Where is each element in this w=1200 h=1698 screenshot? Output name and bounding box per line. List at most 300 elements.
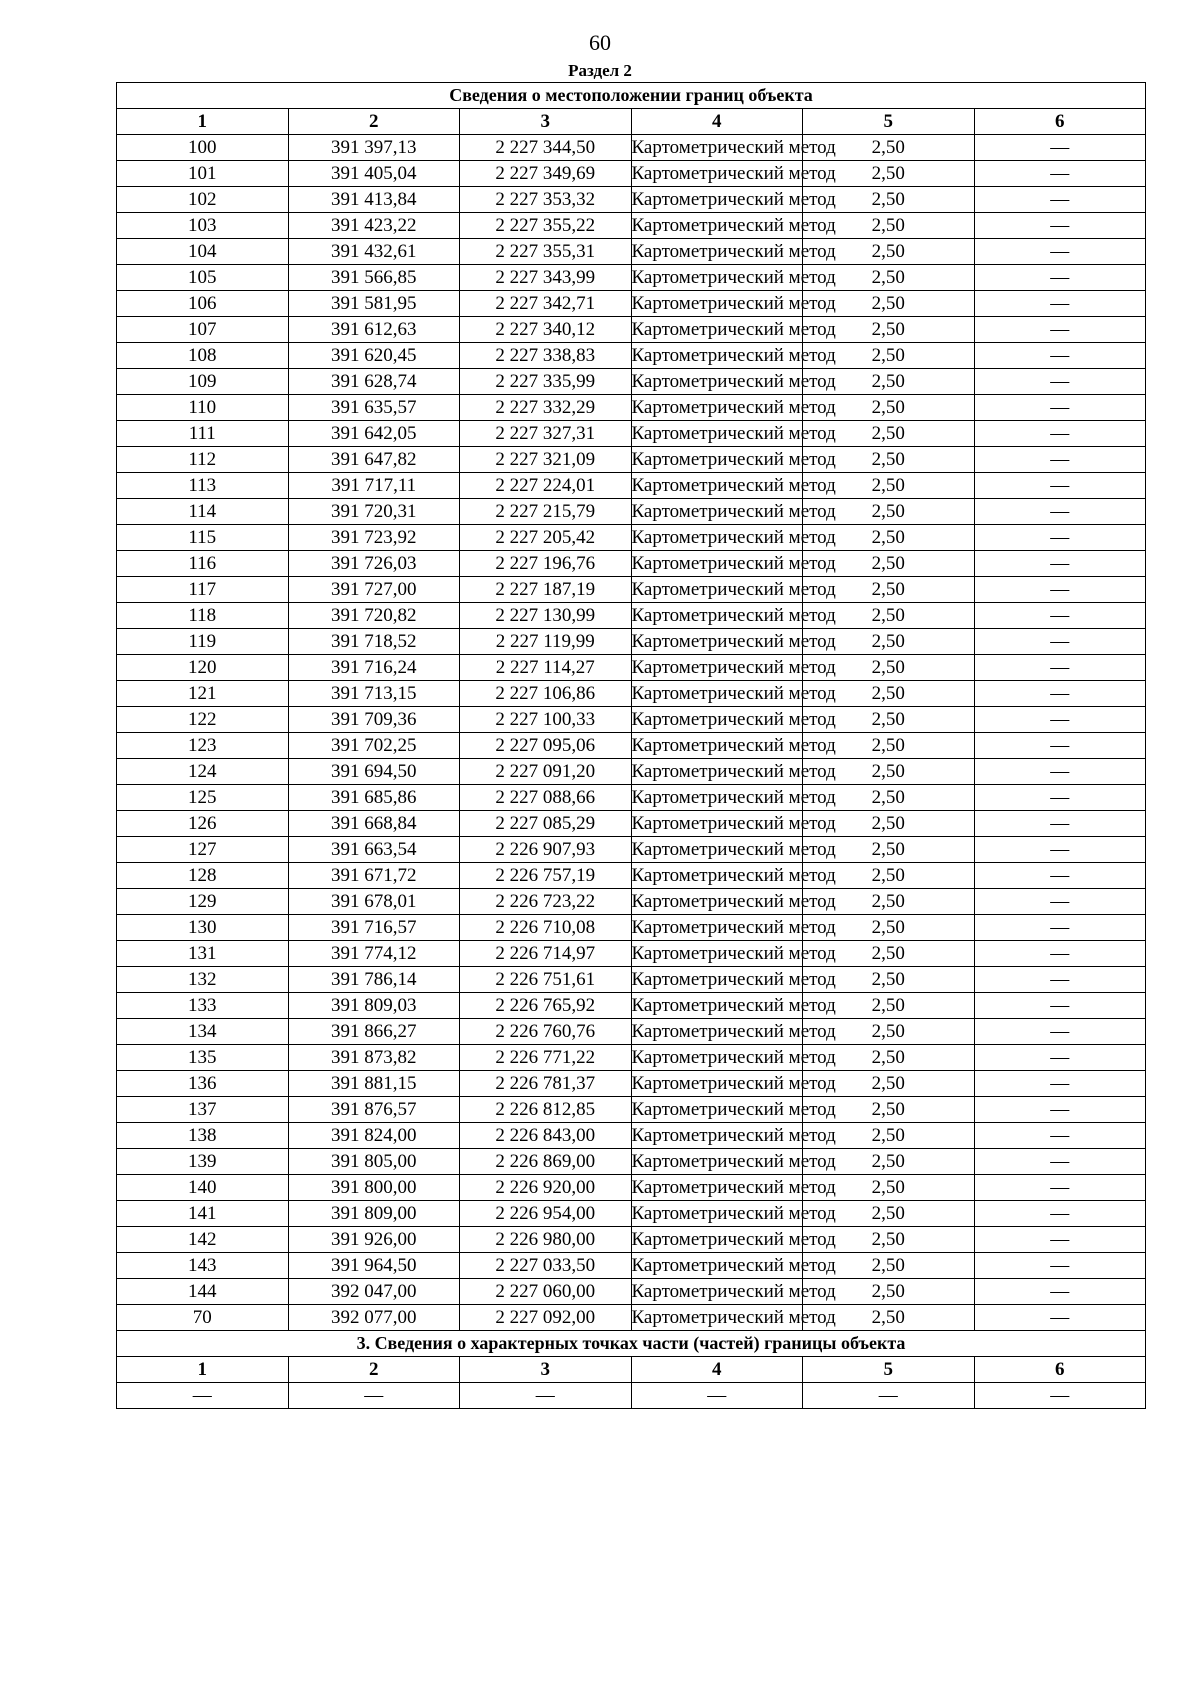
accuracy-cell: 2,50 [803, 135, 975, 161]
table-title: Сведения о местоположении границ объекта [117, 83, 1146, 109]
description-cell: — [974, 421, 1146, 447]
point-number-cell: 119 [117, 629, 289, 655]
coordinate-y-cell: 2 226 710,08 [460, 915, 632, 941]
description-cell: — [974, 1019, 1146, 1045]
coordinate-y-cell: 2 227 205,42 [460, 525, 632, 551]
coordinate-y-cell: 2 227 033,50 [460, 1253, 632, 1279]
table-row [117, 707, 1146, 733]
accuracy-cell: 2,50 [803, 863, 975, 889]
description-cell: — [974, 603, 1146, 629]
coordinate-y-cell: 2 227 327,31 [460, 421, 632, 447]
section3-table-row [117, 1383, 1146, 1409]
coordinate-y-cell: 2 226 714,97 [460, 941, 632, 967]
description-cell: — [974, 317, 1146, 343]
table-row [117, 265, 1146, 291]
accuracy-cell: 2,50 [803, 941, 975, 967]
table-row [117, 239, 1146, 265]
coordinate-x-cell: 391 824,00 [288, 1123, 460, 1149]
coordinate-x-cell: 391 866,27 [288, 1019, 460, 1045]
point-number-cell: 126 [117, 811, 289, 837]
column-header: 1 [117, 1357, 289, 1383]
accuracy-cell: 2,50 [803, 785, 975, 811]
description-cell: — [974, 941, 1146, 967]
point-number-cell: 112 [117, 447, 289, 473]
table-row [117, 603, 1146, 629]
coordinate-x-cell: 391 581,95 [288, 291, 460, 317]
coordinate-y-cell: 2 227 106,86 [460, 681, 632, 707]
coordinate-y-cell: 2 227 187,19 [460, 577, 632, 603]
method-cell: Картометрический метод [631, 1305, 803, 1331]
coordinate-x-cell: 391 663,54 [288, 837, 460, 863]
table-row [117, 1305, 1146, 1331]
accuracy-cell: 2,50 [803, 499, 975, 525]
description-cell: — [974, 733, 1146, 759]
description-cell: — [974, 1227, 1146, 1253]
method-cell: Картометрический метод [631, 421, 803, 447]
point-number-cell: 131 [117, 941, 289, 967]
column-header: 4 [631, 109, 803, 135]
point-number-cell: 129 [117, 889, 289, 915]
coordinate-x-cell: 391 642,05 [288, 421, 460, 447]
column-header: 6 [974, 109, 1146, 135]
method-cell: Картометрический метод [631, 161, 803, 187]
column-header: 2 [288, 1357, 460, 1383]
point-number-cell: 102 [117, 187, 289, 213]
table-row [117, 1201, 1146, 1227]
point-number-cell: 109 [117, 369, 289, 395]
accuracy-cell: 2,50 [803, 1071, 975, 1097]
accuracy-cell: 2,50 [803, 1227, 975, 1253]
point-number-cell: 104 [117, 239, 289, 265]
accuracy-cell: 2,50 [803, 265, 975, 291]
accuracy-cell: 2,50 [803, 577, 975, 603]
description-cell: — [974, 863, 1146, 889]
point-number-cell: 127 [117, 837, 289, 863]
table-row [117, 733, 1146, 759]
method-cell: Картометрический метод [631, 759, 803, 785]
coordinate-y-cell: 2 227 215,79 [460, 499, 632, 525]
column-header: 5 [803, 1357, 975, 1383]
description-cell: — [974, 811, 1146, 837]
accuracy-cell: 2,50 [803, 1019, 975, 1045]
point-number-cell: 134 [117, 1019, 289, 1045]
accuracy-cell: 2,50 [803, 395, 975, 421]
coordinate-y-cell: 2 226 757,19 [460, 863, 632, 889]
table-row [117, 1149, 1146, 1175]
table-row [117, 889, 1146, 915]
accuracy-cell: 2,50 [803, 473, 975, 499]
method-cell: Картометрический метод [631, 811, 803, 837]
column-header-row [117, 109, 1146, 135]
method-cell: Картометрический метод [631, 473, 803, 499]
point-number-cell: 144 [117, 1279, 289, 1305]
table-row [117, 837, 1146, 863]
method-cell: Картометрический метод [631, 1045, 803, 1071]
table-row [117, 421, 1146, 447]
description-cell: — [974, 993, 1146, 1019]
description-cell: — [974, 1071, 1146, 1097]
coordinate-x-cell: 391 405,04 [288, 161, 460, 187]
table-row [117, 759, 1146, 785]
method-cell: Картометрический метод [631, 551, 803, 577]
point-number-cell: 120 [117, 655, 289, 681]
table-row [117, 1227, 1146, 1253]
point-number-cell: 136 [117, 1071, 289, 1097]
coordinate-x-cell: 392 047,00 [288, 1279, 460, 1305]
coordinate-x-cell: 391 876,57 [288, 1097, 460, 1123]
point-number-cell: 108 [117, 343, 289, 369]
coordinate-y-cell: 2 227 343,99 [460, 265, 632, 291]
description-cell: — [974, 187, 1146, 213]
coordinate-y-cell: 2 227 095,06 [460, 733, 632, 759]
accuracy-cell: 2,50 [803, 161, 975, 187]
table-row [117, 135, 1146, 161]
coordinate-y-cell: 2 226 812,85 [460, 1097, 632, 1123]
table-row [117, 473, 1146, 499]
coordinate-y-cell: 2 227 332,29 [460, 395, 632, 421]
coordinate-x-cell: 391 397,13 [288, 135, 460, 161]
table-title-row [117, 83, 1146, 109]
coordinate-x-cell: 391 612,63 [288, 317, 460, 343]
method-cell: Картометрический метод [631, 525, 803, 551]
method-cell: Картометрический метод [631, 1071, 803, 1097]
point-number-cell: 106 [117, 291, 289, 317]
table-row [117, 525, 1146, 551]
coordinate-y-cell: 2 227 130,99 [460, 603, 632, 629]
coordinate-x-cell: 391 805,00 [288, 1149, 460, 1175]
method-cell: Картометрический метод [631, 1253, 803, 1279]
point-number-cell: 133 [117, 993, 289, 1019]
table-row [117, 499, 1146, 525]
accuracy-cell: 2,50 [803, 447, 975, 473]
section3-title: 3. Сведения о характерных точках части (частей) границы объекта [117, 1331, 1146, 1357]
point-number-cell: 124 [117, 759, 289, 785]
table-row [117, 655, 1146, 681]
accuracy-cell: 2,50 [803, 343, 975, 369]
accuracy-cell: 2,50 [803, 213, 975, 239]
accuracy-cell: 2,50 [803, 239, 975, 265]
column-header: 6 [974, 1357, 1146, 1383]
method-cell: Картометрический метод [631, 1201, 803, 1227]
accuracy-cell: 2,50 [803, 1097, 975, 1123]
description-cell: — [974, 577, 1146, 603]
coordinate-y-cell: 2 226 781,37 [460, 1071, 632, 1097]
accuracy-cell: 2,50 [803, 551, 975, 577]
point-number-cell: 116 [117, 551, 289, 577]
description-cell: — [974, 135, 1146, 161]
coordinate-y-cell: 2 227 091,20 [460, 759, 632, 785]
coordinate-x-cell: 391 726,03 [288, 551, 460, 577]
coordinate-x-cell: 391 432,61 [288, 239, 460, 265]
point-number-cell: 111 [117, 421, 289, 447]
point-number-cell: 103 [117, 213, 289, 239]
column-header: 4 [631, 1357, 803, 1383]
description-cell: — [974, 889, 1146, 915]
method-cell: Картометрический метод [631, 707, 803, 733]
method-cell: Картометрический метод [631, 239, 803, 265]
coordinate-y-cell: 2 226 765,92 [460, 993, 632, 1019]
method-cell: Картометрический метод [631, 499, 803, 525]
point-number-cell: 141 [117, 1201, 289, 1227]
accuracy-cell: 2,50 [803, 681, 975, 707]
point-number-cell: 105 [117, 265, 289, 291]
table-row [117, 993, 1146, 1019]
accuracy-cell: 2,50 [803, 629, 975, 655]
coordinate-y-cell: 2 226 869,00 [460, 1149, 632, 1175]
table-row [117, 1071, 1146, 1097]
coordinate-y-cell: 2 226 907,93 [460, 837, 632, 863]
method-cell: Картометрический метод [631, 1279, 803, 1305]
point-number-cell: 114 [117, 499, 289, 525]
table-row [117, 967, 1146, 993]
point-number-cell: 101 [117, 161, 289, 187]
description-cell: — [974, 1149, 1146, 1175]
point-number-cell: 135 [117, 1045, 289, 1071]
coordinate-y-cell: 2 227 340,12 [460, 317, 632, 343]
table-row [117, 1175, 1146, 1201]
point-number-cell: 117 [117, 577, 289, 603]
table-row [117, 395, 1146, 421]
method-cell: Картометрический метод [631, 317, 803, 343]
point-number-cell: 142 [117, 1227, 289, 1253]
method-cell: Картометрический метод [631, 291, 803, 317]
method-cell: Картометрический метод [631, 447, 803, 473]
coordinate-x-cell: 391 727,00 [288, 577, 460, 603]
coordinate-y-cell: 2 227 100,33 [460, 707, 632, 733]
accuracy-cell: 2,50 [803, 967, 975, 993]
accuracy-cell: 2,50 [803, 291, 975, 317]
column-header: 5 [803, 109, 975, 135]
column-header: 3 [460, 109, 632, 135]
coordinate-x-cell: 391 964,50 [288, 1253, 460, 1279]
accuracy-cell: 2,50 [803, 1149, 975, 1175]
boundary-coordinates-table [116, 82, 1146, 1409]
description-cell: — [974, 369, 1146, 395]
method-cell: Картометрический метод [631, 343, 803, 369]
point-number-cell: 100 [117, 135, 289, 161]
method-cell: Картометрический метод [631, 187, 803, 213]
coordinate-y-cell: 2 226 771,22 [460, 1045, 632, 1071]
table-row [117, 629, 1146, 655]
table-row [117, 187, 1146, 213]
coordinate-x-cell: 391 718,52 [288, 629, 460, 655]
accuracy-cell: 2,50 [803, 1279, 975, 1305]
method-cell: Картометрический метод [631, 733, 803, 759]
method-cell: Картометрический метод [631, 213, 803, 239]
point-number-cell: 110 [117, 395, 289, 421]
coordinate-y-cell: 2 226 920,00 [460, 1175, 632, 1201]
point-number-cell: 122 [117, 707, 289, 733]
coordinate-y-cell: 2 227 335,99 [460, 369, 632, 395]
description-cell: — [974, 629, 1146, 655]
column-header: 2 [288, 109, 460, 135]
coordinate-x-cell: 391 800,00 [288, 1175, 460, 1201]
table-row [117, 811, 1146, 837]
accuracy-cell: 2,50 [803, 993, 975, 1019]
point-number-cell: 70 [117, 1305, 289, 1331]
description-cell: — [974, 1175, 1146, 1201]
coordinate-y-cell: 2 227 060,00 [460, 1279, 632, 1305]
accuracy-cell: 2,50 [803, 1253, 975, 1279]
point-number-cell: 121 [117, 681, 289, 707]
accuracy-cell: 2,50 [803, 915, 975, 941]
coordinate-x-cell: 391 709,36 [288, 707, 460, 733]
table-row [117, 1097, 1146, 1123]
coordinate-y-cell: 2 227 119,99 [460, 629, 632, 655]
point-number-cell: — [117, 1383, 289, 1409]
point-number-cell: 113 [117, 473, 289, 499]
table-row [117, 291, 1146, 317]
coordinate-y-cell: 2 227 349,69 [460, 161, 632, 187]
description-cell: — [974, 1279, 1146, 1305]
description-cell: — [974, 967, 1146, 993]
description-cell: — [974, 291, 1146, 317]
coordinate-x-cell: 391 926,00 [288, 1227, 460, 1253]
section3-title-row [117, 1331, 1146, 1357]
coordinate-y-cell: 2 226 954,00 [460, 1201, 632, 1227]
table-row [117, 1123, 1146, 1149]
method-cell: Картометрический метод [631, 1097, 803, 1123]
table-row [117, 447, 1146, 473]
accuracy-cell: 2,50 [803, 187, 975, 213]
accuracy-cell: 2,50 [803, 1045, 975, 1071]
description-cell: — [974, 239, 1146, 265]
point-number-cell: 140 [117, 1175, 289, 1201]
accuracy-cell: 2,50 [803, 1123, 975, 1149]
point-number-cell: 107 [117, 317, 289, 343]
accuracy-cell: 2,50 [803, 317, 975, 343]
accuracy-cell: 2,50 [803, 421, 975, 447]
method-cell: Картометрический метод [631, 655, 803, 681]
table-row [117, 577, 1146, 603]
coordinate-y-cell: 2 227 321,09 [460, 447, 632, 473]
accuracy-cell: 2,50 [803, 733, 975, 759]
coordinate-x-cell: 391 873,82 [288, 1045, 460, 1071]
method-cell: Картометрический метод [631, 681, 803, 707]
method-cell: Картометрический метод [631, 889, 803, 915]
table-row [117, 369, 1146, 395]
coordinate-x-cell: — [288, 1383, 460, 1409]
table-row [117, 941, 1146, 967]
description-cell: — [974, 759, 1146, 785]
description-cell: — [974, 1123, 1146, 1149]
coordinate-x-cell: 391 702,25 [288, 733, 460, 759]
table-row [117, 1019, 1146, 1045]
coordinate-x-cell: 391 678,01 [288, 889, 460, 915]
coordinate-x-cell: 391 881,15 [288, 1071, 460, 1097]
accuracy-cell: 2,50 [803, 369, 975, 395]
point-number-cell: 130 [117, 915, 289, 941]
description-cell: — [974, 1305, 1146, 1331]
coordinate-y-cell: 2 227 355,31 [460, 239, 632, 265]
coordinate-y-cell: 2 226 723,22 [460, 889, 632, 915]
description-cell: — [974, 395, 1146, 421]
table-row [117, 1279, 1146, 1305]
table-row [117, 343, 1146, 369]
method-cell: Картометрический метод [631, 395, 803, 421]
coordinate-x-cell: 391 671,72 [288, 863, 460, 889]
description-cell: — [974, 447, 1146, 473]
coordinate-y-cell: 2 226 980,00 [460, 1227, 632, 1253]
coordinate-x-cell: 391 717,11 [288, 473, 460, 499]
coordinate-y-cell: 2 227 224,01 [460, 473, 632, 499]
coordinate-x-cell: 391 413,84 [288, 187, 460, 213]
table-row [117, 785, 1146, 811]
accuracy-cell: 2,50 [803, 1305, 975, 1331]
coordinate-x-cell: 391 809,03 [288, 993, 460, 1019]
method-cell: Картометрический метод [631, 941, 803, 967]
method-cell: Картометрический метод [631, 603, 803, 629]
method-cell: Картометрический метод [631, 915, 803, 941]
coordinate-y-cell: — [460, 1383, 632, 1409]
description-cell: — [974, 551, 1146, 577]
coordinate-x-cell: 391 685,86 [288, 785, 460, 811]
description-cell: — [974, 499, 1146, 525]
method-cell: Картометрический метод [631, 1175, 803, 1201]
method-cell: Картометрический метод [631, 1123, 803, 1149]
coordinate-x-cell: 391 668,84 [288, 811, 460, 837]
table-row [117, 1045, 1146, 1071]
coordinate-x-cell: 391 720,82 [288, 603, 460, 629]
accuracy-cell: 2,50 [803, 1201, 975, 1227]
point-number-cell: 125 [117, 785, 289, 811]
coordinate-x-cell: 391 716,57 [288, 915, 460, 941]
description-cell: — [974, 473, 1146, 499]
method-cell: Картометрический метод [631, 837, 803, 863]
coordinate-x-cell: 391 723,92 [288, 525, 460, 551]
description-cell: — [974, 343, 1146, 369]
method-cell: Картометрический метод [631, 1149, 803, 1175]
description-cell: — [974, 681, 1146, 707]
description-cell: — [974, 161, 1146, 187]
table-body [117, 83, 1146, 1409]
description-cell: — [974, 837, 1146, 863]
coordinate-x-cell: 391 635,57 [288, 395, 460, 421]
method-cell: Картометрический метод [631, 369, 803, 395]
description-cell: — [974, 915, 1146, 941]
point-number-cell: 138 [117, 1123, 289, 1149]
point-number-cell: 137 [117, 1097, 289, 1123]
accuracy-cell: 2,50 [803, 811, 975, 837]
method-cell: Картометрический метод [631, 135, 803, 161]
coordinate-x-cell: 391 694,50 [288, 759, 460, 785]
coordinate-y-cell: 2 226 751,61 [460, 967, 632, 993]
description-cell: — [974, 265, 1146, 291]
coordinate-x-cell: 392 077,00 [288, 1305, 460, 1331]
table-row [117, 213, 1146, 239]
accuracy-cell: 2,50 [803, 707, 975, 733]
coordinate-y-cell: 2 227 353,32 [460, 187, 632, 213]
coordinate-x-cell: 391 786,14 [288, 967, 460, 993]
accuracy-cell: 2,50 [803, 603, 975, 629]
coordinate-x-cell: 391 620,45 [288, 343, 460, 369]
description-cell: — [974, 1045, 1146, 1071]
method-cell: Картометрический метод [631, 1019, 803, 1045]
accuracy-cell: 2,50 [803, 655, 975, 681]
table-row [117, 915, 1146, 941]
coordinate-x-cell: 391 713,15 [288, 681, 460, 707]
coordinate-x-cell: 391 423,22 [288, 213, 460, 239]
table-row [117, 1253, 1146, 1279]
coordinate-x-cell: 391 716,24 [288, 655, 460, 681]
method-cell: Картометрический метод [631, 785, 803, 811]
coordinate-x-cell: 391 647,82 [288, 447, 460, 473]
coordinate-x-cell: 391 566,85 [288, 265, 460, 291]
column-header: 3 [460, 1357, 632, 1383]
coordinate-y-cell: 2 227 085,29 [460, 811, 632, 837]
description-cell: — [974, 1253, 1146, 1279]
method-cell: Картометрический метод [631, 265, 803, 291]
